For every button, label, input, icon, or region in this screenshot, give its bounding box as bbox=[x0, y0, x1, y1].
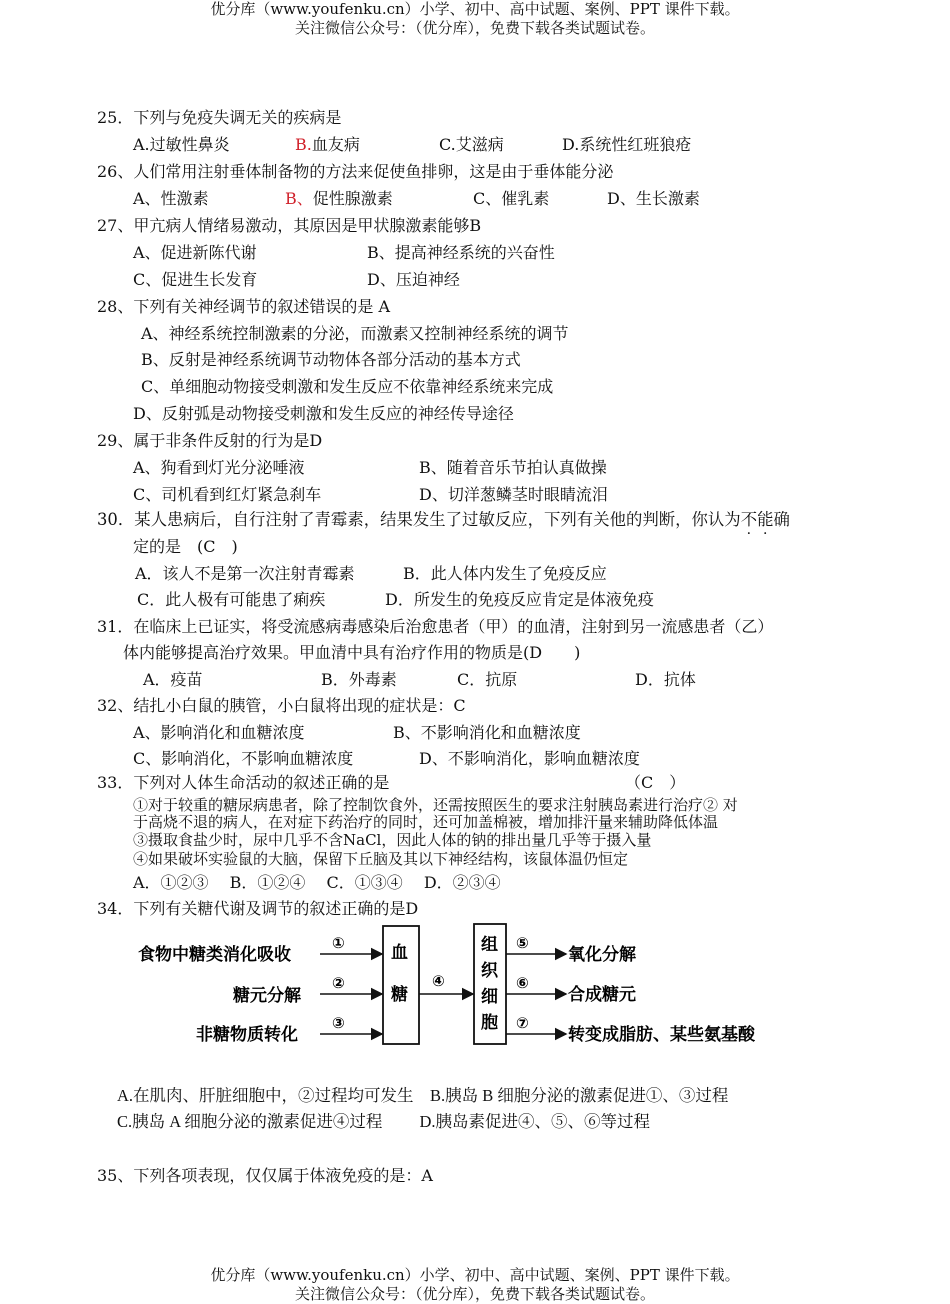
q33-statement-3: ③摄取食盐少时，尿中几乎不含NaCl，因此人体的钠的排出量几乎等于摄入量 bbox=[133, 831, 652, 849]
q30-stem-end: 确 bbox=[773, 510, 790, 529]
q29-option-a: A、狗看到灯光分泌唾液 bbox=[133, 458, 305, 477]
diagram-step-4: ④ bbox=[432, 972, 445, 990]
q32-option-b: B、不影响消化和血糖浓度 bbox=[393, 723, 581, 742]
q27-stem: 27、甲亢病人情绪易激动，其原因是甲状腺激素能够B bbox=[97, 216, 482, 235]
footer-line-1: 优分库（www.youfenku.cn）小学、初中、高中试题、案例、PPT 课件下载。 bbox=[210, 1266, 740, 1284]
tissue-cell-label-2: 织 bbox=[481, 961, 498, 981]
q31-option-d: D．抗体 bbox=[635, 670, 696, 689]
q28-option-d: D、反射弧是动物接受刺激和发生反应的神经传导途径 bbox=[133, 404, 514, 423]
q32-option-a: A、影响消化和血糖浓度 bbox=[133, 723, 305, 742]
q34-options-cd: C.胰岛 A 细胞分泌的激素促进④过程 D.胰岛素促进④、⑤、⑥等过程 bbox=[117, 1112, 651, 1131]
page-footer bbox=[0, 1266, 950, 1304]
q31-option-b: B．外毒素 bbox=[321, 670, 397, 689]
diagram-step-5: ⑤ bbox=[516, 934, 529, 952]
q30-stem bbox=[97, 510, 790, 530]
q26-option-b-text: 促性腺激素 bbox=[312, 189, 393, 208]
q33-answer: （C ） bbox=[625, 773, 686, 792]
q32-option-d: D、不影响消化，影响血糖浓度 bbox=[419, 749, 640, 768]
q29-stem: 29、属于非条件反射的行为是D bbox=[97, 431, 323, 450]
q25-option-b-letter: B. bbox=[295, 135, 312, 154]
q33-statement-4: ④如果破坏实验鼠的大脑，保留下丘脑及其以下神经结构，该鼠体温仍恒定 bbox=[133, 850, 629, 868]
q25-option-d: D.系统性红班狼疮 bbox=[562, 135, 692, 154]
q29-option-d: D、切洋葱鳞茎时眼睛流泪 bbox=[419, 485, 608, 504]
q28-stem: 28、下列有关神经调节的叙述错误的是 A bbox=[97, 297, 391, 316]
q26-option-c: C、催乳素 bbox=[473, 189, 550, 208]
tissue-cell-label-4: 胞 bbox=[481, 1013, 498, 1033]
q33-stem: 33．下列对人体生命活动的叙述正确的是 bbox=[97, 773, 390, 792]
q28-option-c: C、单细胞动物接受刺激和发生反应不依靠神经系统来完成 bbox=[141, 377, 554, 396]
q35-stem: 35、下列各项表现，仅仅属于体液免疫的是：A bbox=[97, 1166, 433, 1185]
tissue-cell-label-3: 细 bbox=[481, 987, 498, 1007]
q29-option-b: B、随着音乐节拍认真做操 bbox=[419, 458, 607, 477]
q28-option-a: A、神经系统控制激素的分泌，而激素又控制神经系统的调节 bbox=[141, 324, 569, 343]
q30-option-c: C．此人极有可能患了痢疾 bbox=[137, 590, 326, 609]
glucose-metabolism-diagram bbox=[130, 920, 800, 1050]
q25-option-b bbox=[295, 135, 360, 155]
q26-option-d: D、生长激素 bbox=[607, 189, 700, 208]
q31-option-c: C．抗原 bbox=[457, 670, 518, 689]
q30-emphasis-1: 不 bbox=[740, 510, 758, 529]
diagram-output-3: 转变成脂肪、某些氨基酸 bbox=[568, 1025, 755, 1045]
q34-stem: 34．下列有关糖代谢及调节的叙述正确的是D bbox=[97, 899, 419, 918]
q30-stem-2: 定的是 (C ) bbox=[133, 537, 238, 556]
q27-option-d: D、压迫神经 bbox=[367, 270, 460, 289]
q25-stem: 25．下列与免疫失调无关的疾病是 bbox=[97, 108, 342, 127]
q27-option-c: C、促进生长发育 bbox=[133, 270, 258, 289]
q30-stem-text: 30．某人患病后，自行注射了青霉素，结果发生了过敏反应，下列有关他的判断，你认为 bbox=[97, 510, 741, 529]
q30-emphasis-2: 能 bbox=[757, 510, 774, 529]
q33-options: A．①②③ B．①②④ C．①③④ D．②③④ bbox=[133, 873, 501, 892]
q31-stem: 31．在临床上已证实，将受流感病毒感染后治愈患者（甲）的血清，注射到另一流感患者（乙） bbox=[97, 617, 774, 636]
q27-option-a: A、促进新陈代谢 bbox=[133, 243, 257, 262]
page-header bbox=[0, 0, 950, 38]
q34-options-ab: A.在肌肉、肝脏细胞中，②过程均可发生 B.胰岛 B 细胞分泌的激素促进①、③过程 bbox=[117, 1086, 729, 1105]
blood-sugar-label-2: 糖 bbox=[391, 985, 408, 1005]
q32-stem: 32、结扎小白鼠的胰管，小白鼠将出现的症状是：C bbox=[97, 696, 466, 715]
tissue-cell-label-1: 组 bbox=[481, 935, 498, 955]
diagram-input-2: 糖元分解 bbox=[233, 986, 301, 1006]
q26-option-a: A、性激素 bbox=[133, 189, 209, 208]
q29-option-c: C、司机看到红灯紧急刹车 bbox=[133, 485, 322, 504]
blood-sugar-label-1: 血 bbox=[391, 943, 408, 963]
q31-option-a: A．疫苗 bbox=[143, 670, 203, 689]
diagram-step-1: ① bbox=[332, 934, 345, 952]
q30-option-b: B．此人体内发生了免疫反应 bbox=[403, 564, 607, 583]
q25-option-a: A.过敏性鼻炎 bbox=[133, 135, 230, 154]
diagram-input-3: 非糖物质转化 bbox=[196, 1025, 298, 1045]
q30-option-d: D．所发生的免疫反应肯定是体液免疫 bbox=[385, 590, 654, 609]
diagram-step-2: ② bbox=[332, 974, 345, 992]
q33-statement-2: 于高烧不退的病人，在对症下药治疗的同时，还可加盖棉被，增加排汗量来辅助降低体温 bbox=[133, 813, 719, 831]
q25-option-c: C.艾滋病 bbox=[439, 135, 504, 154]
q26-option-b-letter: B、 bbox=[285, 189, 313, 208]
diagram-input-1: 食物中糖类消化吸收 bbox=[138, 945, 291, 965]
header-line-2: 关注微信公众号：（优分库），免费下载各类试题试卷。 bbox=[294, 19, 655, 37]
q32-option-c: C、影响消化，不影响血糖浓度 bbox=[133, 749, 354, 768]
diagram-step-7: ⑦ bbox=[516, 1014, 529, 1032]
q28-option-b: B、反射是神经系统调节动物体各部分活动的基本方式 bbox=[141, 350, 521, 369]
header-line-1: 优分库（www.youfenku.cn）小学、初中、高中试题、案例、PPT 课件下载。 bbox=[210, 0, 740, 18]
q33-statement-1: ①对于较重的糖尿病患者，除了控制饮食外，还需按照医生的要求注射胰岛素进行治疗② 对 bbox=[133, 796, 738, 814]
q25-option-b-text: 血友病 bbox=[311, 135, 360, 154]
q26-stem: 26、人们常用注射垂体制备物的方法来促使鱼排卵，这是由于垂体能分泌 bbox=[97, 162, 614, 181]
diagram-step-3: ③ bbox=[332, 1014, 345, 1032]
q31-stem-2: 体内能够提高治疗效果。甲血清中具有治疗作用的物质是(D ) bbox=[123, 643, 581, 662]
diagram-output-2: 合成糖元 bbox=[568, 985, 636, 1005]
q30-option-a: A．该人不是第一次注射青霉素 bbox=[135, 564, 355, 583]
q27-option-b: B、提高神经系统的兴奋性 bbox=[367, 243, 555, 262]
diagram-output-1: 氧化分解 bbox=[568, 945, 636, 965]
diagram-step-6: ⑥ bbox=[516, 974, 529, 992]
footer-line-2: 关注微信公众号：（优分库），免费下载各类试题试卷。 bbox=[294, 1285, 655, 1303]
q26-option-b bbox=[285, 189, 393, 209]
